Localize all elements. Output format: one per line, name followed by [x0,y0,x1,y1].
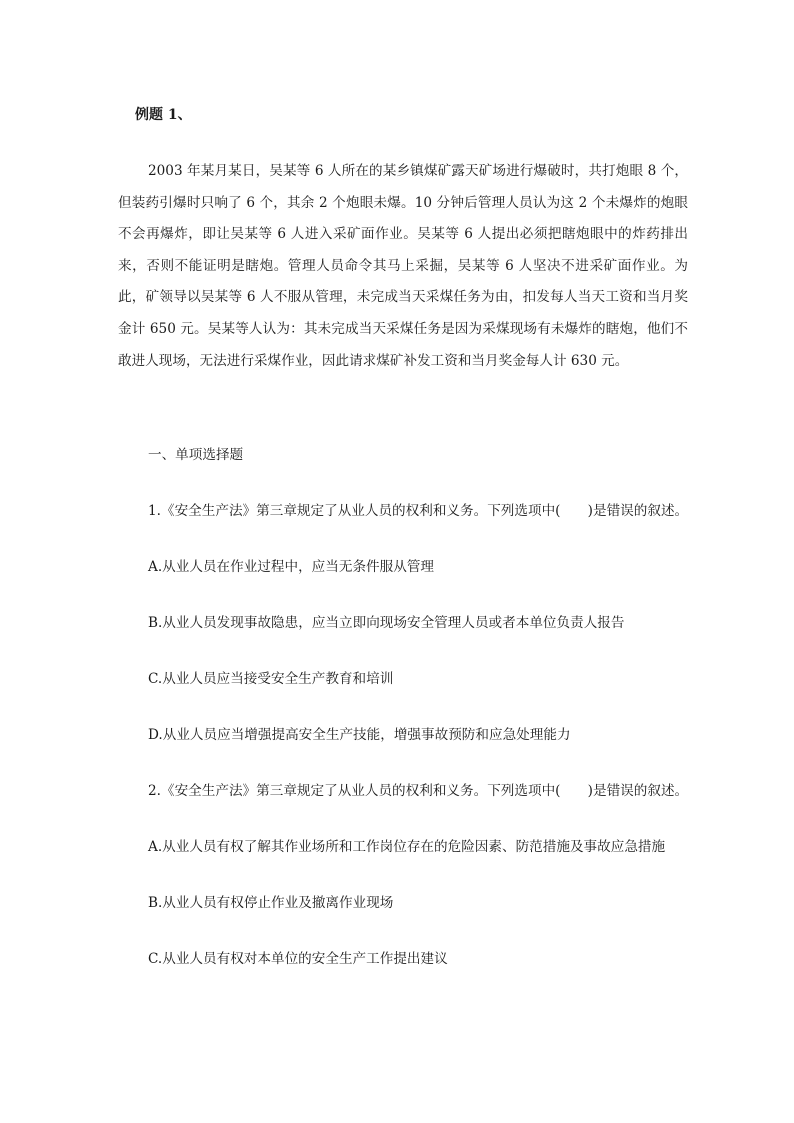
question-2-stem: 2.《安全生产法》第三章规定了从业人员的权利和义务。下列选项中( )是错误的叙述。 [148,783,689,799]
question-2-option-a: A.从业人员有权了解其作业场所和工作岗位存在的危险因素、防范措施及事故应急措施 [148,839,666,855]
example-title: 例题 1、 [135,107,192,123]
question-1-option-c: C.从业人员应当接受安全生产教育和培训 [148,671,394,687]
question-1-option-d: D.从业人员应当增强提高安全生产技能，增强事故预防和应急处理能力 [148,727,571,743]
case-paragraph: 2003 年某月某日，吴某等 6 人所在的某乡镇煤矿露天矿场进行爆破时，共打炮眼 8 个，但装药引爆时只响了 6 个，其余 2 个炮眼未爆。10 分钟后管理人员认为这 2 个未爆炸的炮眼不会再爆炸，即让吴某等 6 人进入采矿面作业。吴某等 6 人提出必须把瞎炮眼中的炸药排出来，否则不能证明是瞎炮。管理人员命令其马上采掘，吴某等 6 人坚决不进采矿面作业。为此，矿领导以吴某等 6 人不服从管理，未完成当天采煤任务为由，扣发每人当天工资和当月奖金计 650 元。吴某等人认为：其未完成当天采煤任务是因为采煤现场有未爆炸的瞎炮，他们不敢进人现场，无法进行采煤作业，因此请求煤矿补发工资和当月奖金每人计 630 元。 [118,163,688,369]
section-heading: 一、单项选择题 [148,447,244,463]
question-1-option-a: A.从业人员在作业过程中，应当无条件服从管理 [148,559,435,575]
question-2-option-c: C.从业人员有权对本单位的安全生产工作提出建议 [148,951,448,967]
question-1-stem: 1.《安全生产法》第三章规定了从业人员的权利和义务。下列选项中( )是错误的叙述。 [148,503,689,519]
question-2-option-b: B.从业人员有权停止作业及撤离作业现场 [148,895,394,911]
question-1-option-b: B.从业人员发现事故隐患，应当立即向现场安全管理人员或者本单位负责人报告 [148,615,625,631]
